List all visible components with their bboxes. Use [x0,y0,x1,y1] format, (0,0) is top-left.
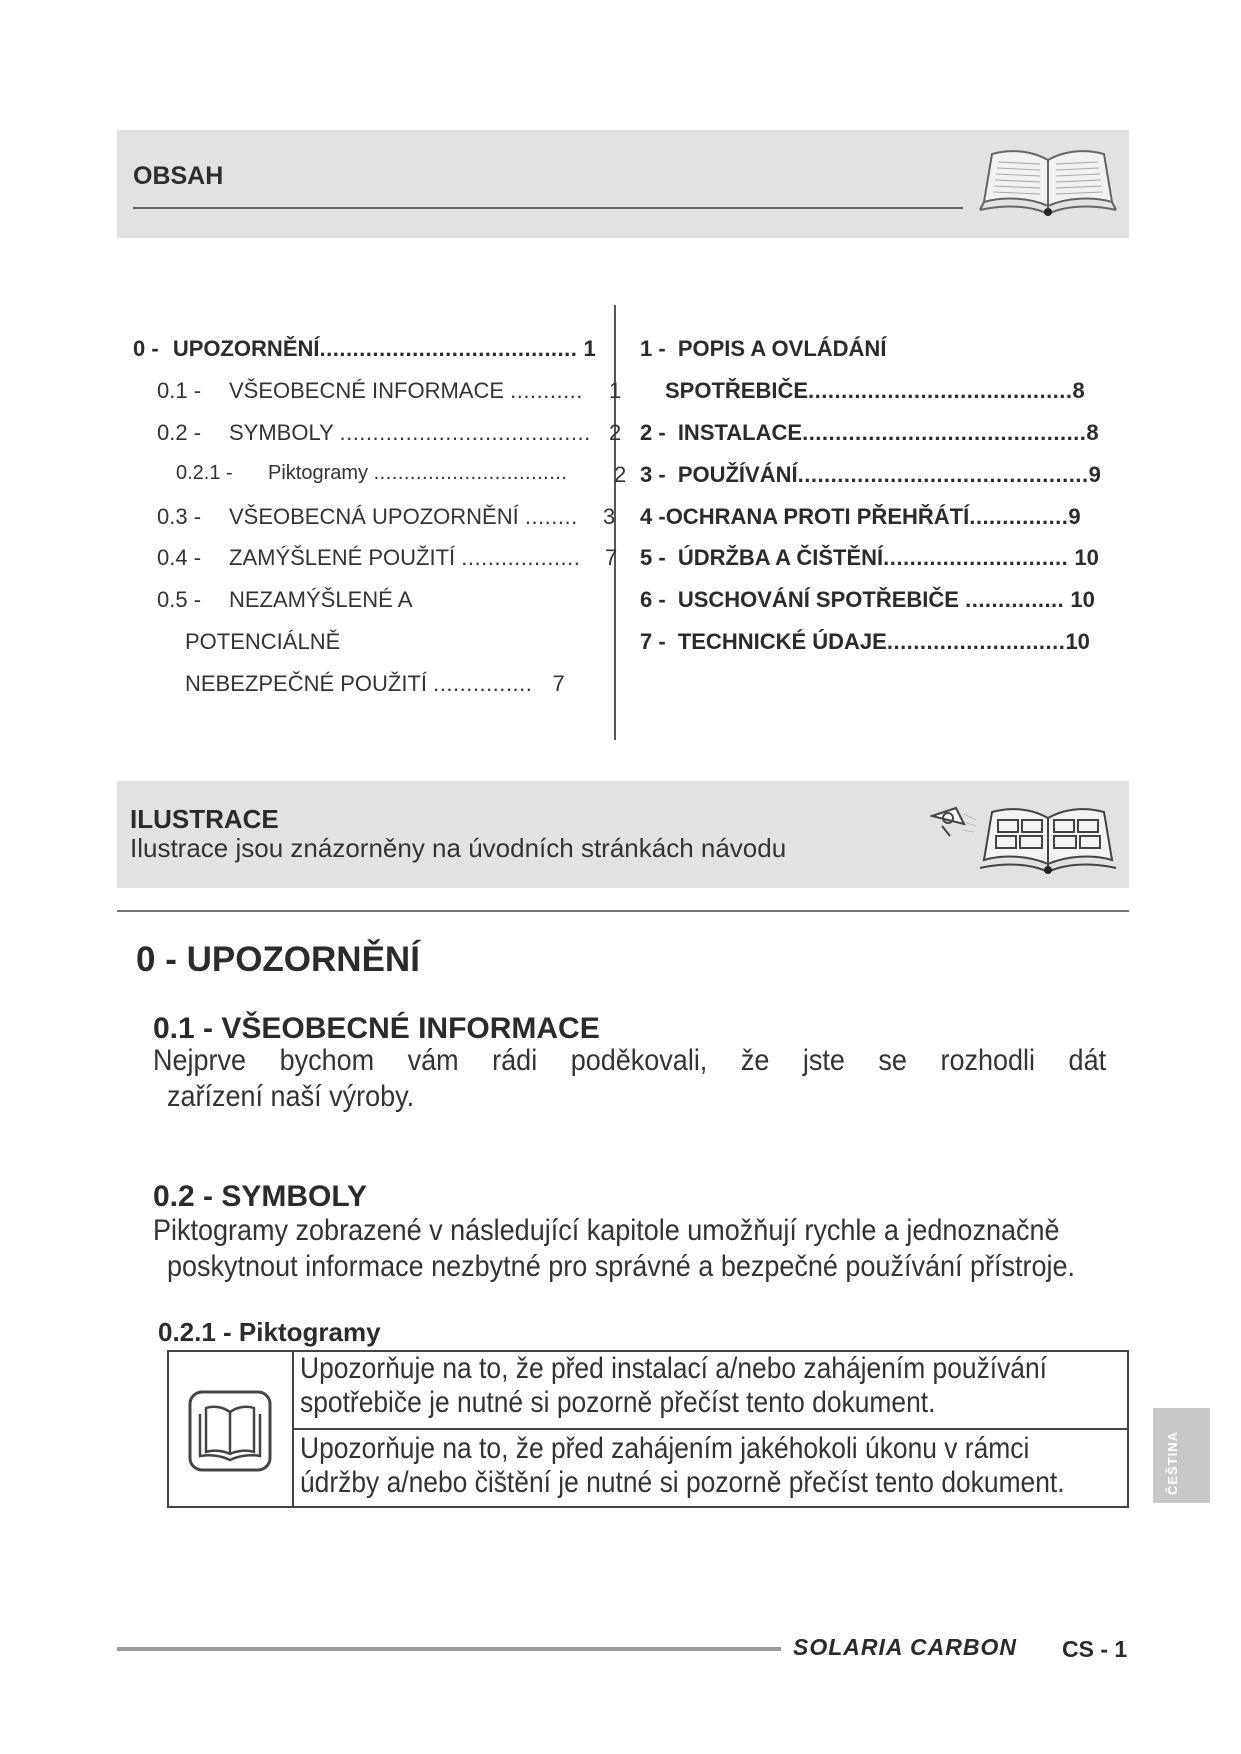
toc-page: 8 [1072,378,1085,403]
toc-label: VŠEOBECNÁ UPOZORNĚNÍ [229,504,519,529]
toc-label: SPOTŘEBIČE [665,378,809,403]
toc-number: 5 - [640,545,666,570]
toc-number: 0.2.1 - [176,462,233,484]
illustration-text: Ilustrace jsou znázorněny na úvodních stránkách návodu [130,833,787,863]
section-separator [117,910,1129,912]
pictogram-row2-line2: údržby a/nebo čištění je nutné si pozorně přečíst tento dokument. [300,1466,1065,1499]
language-side-tab-label: ČEŠTINA [1165,1430,1180,1495]
toc-item[interactable] [133,336,596,362]
toc-dots: ........ [524,504,578,529]
toc-page: 10 [1065,629,1090,654]
section-0-1-title: 0.1 - VŠEOBECNÉ INFORMACE [153,1012,600,1045]
contents-title: OBSAH [133,162,224,190]
toc-page: 9 [1068,504,1081,529]
toc-item[interactable] [640,336,886,362]
footer-page-number: CS - 1 [1062,1636,1128,1662]
toc-number: 0.3 - [157,504,202,529]
toc-number: 3 - [640,462,666,487]
pictogram-row1-line2: spotřebiče je nutné si pozorně přečíst tento dokument. [300,1386,936,1419]
toc-dots: ........... [510,378,583,403]
toc-number: 6 - [640,587,666,612]
toc-page: 10 [1074,545,1099,570]
toc-label: SYMBOLY [229,420,334,445]
toc-label: POPIS A OVLÁDÁNÍ [677,336,887,361]
section-0-1-text-line1: Nejprve bychom vám rádi poděkovali, že jste se rozhodli dát [153,1044,1107,1077]
section-0-2-text-line2: poskytnout informace nezbytné pro správné a bezpečné používání přístroje. [167,1250,1076,1283]
toc-dots: ............................ [883,545,1069,570]
pictogram-table-row-divider [292,1428,1129,1430]
pictogram-row2-line1: Upozorňuje na to, že před zahájením jakéhokoli úkonu v rámci [300,1432,1030,1465]
toc-item-continued[interactable] [185,671,565,697]
toc-page: 8 [1086,420,1099,445]
toc-dots: ....................................... [319,336,578,361]
toc-label: POUŽÍVÁNÍ [677,462,798,487]
toc-number: 0.4 - [157,545,202,570]
read-manual-icon [188,1390,272,1472]
toc-item[interactable] [640,504,1081,530]
toc-item[interactable] [640,420,1099,446]
toc-item[interactable] [640,462,1101,488]
toc-dots: ...................................... [339,420,591,445]
toc-dots: ............... [965,587,1065,612]
toc-page: 7 [605,545,618,570]
toc-dots: ........................... [886,629,1066,654]
toc-number: 0 - [133,336,159,361]
toc-label: NEBEZPEČNÉ POUŽITÍ [185,671,428,696]
toc-label: UPOZORNĚNÍ [172,336,320,361]
toc-label: Piktogramy [268,462,369,484]
toc-item-continued[interactable] [665,378,1085,404]
toc-item[interactable] [157,378,583,404]
toc-label: OCHRANA PROTI PŘEHŘÁTÍ [665,504,970,529]
toc-dots: ................................ [373,462,568,484]
toc-label: ZAMÝŠLENÉ POUŽITÍ [229,545,456,570]
footer-line [117,1647,781,1651]
toc-item[interactable] [640,629,1090,655]
toc-page: 10 [1070,587,1095,612]
toc-page: 7 [552,671,565,696]
toc-item[interactable] [640,545,1099,571]
section-0-title: 0 - UPOZORNĚNÍ [136,940,420,979]
toc-page: 2 [609,420,622,445]
language-side-tab [1153,1408,1210,1503]
toc-item[interactable] [157,504,578,530]
toc-page: 9 [1088,462,1101,487]
toc-item[interactable] [157,545,580,571]
toc-dots: ........................................ [808,378,1073,403]
toc-label: VŠEOBECNÉ INFORMACE [229,378,505,403]
illustration-title: ILUSTRACE [130,804,279,834]
toc-item[interactable] [157,420,591,446]
toc-item[interactable] [640,587,1095,613]
toc-item-continued: POTENCIÁLNĚ [185,629,341,654]
toc-number: 7 - [640,629,666,654]
toc-number: 0.2 - [157,420,202,445]
toc-label: ÚDRŽBA A ČIŠTĚNÍ [677,545,884,570]
section-0-2-title: 0.2 - SYMBOLY [153,1180,367,1213]
toc-label: TECHNICKÉ ÚDAJE [677,629,887,654]
pictogram-row1-line1: Upozorňuje na to, že před instalací a/nebo zahájením používání [300,1352,1048,1385]
toc-number: 0.5 - [157,587,202,612]
open-book-icon [976,142,1120,218]
illustrated-book-icon [930,800,1120,876]
section-0-2-text-line1: Piktogramy zobrazené v následující kapitole umožňují rychle a jednoznačně [153,1214,1060,1247]
toc-page: 2 [614,462,627,487]
section-0-1-text-line2: zařízení naší výroby. [167,1080,415,1113]
toc-page: 3 [603,504,616,529]
toc-page: 1 [583,336,596,361]
toc-dots: ............... [969,504,1069,529]
toc-label: USCHOVÁNÍ SPOTŘEBIČE [677,587,959,612]
toc-label: NEZAMÝŠLENÉ A [229,587,413,612]
toc-page: 1 [609,378,622,403]
toc-number: 4 - [640,504,666,529]
toc-dots: ........................................... [802,420,1087,445]
section-0-2-1-title: 0.2.1 - Piktogramy [158,1317,381,1347]
footer-brand: SOLARIA CARBON [793,1634,1017,1660]
contents-underline [133,207,963,209]
toc-dots: ............................................ [797,462,1089,487]
toc-number: 2 - [640,420,666,445]
toc-number: 0.1 - [157,378,202,403]
toc-item[interactable] [176,462,567,485]
toc-dots: .................. [461,545,581,570]
toc-dots: ............... [433,671,533,696]
toc-item[interactable] [157,587,412,613]
toc-label: INSTALACE [677,420,803,445]
toc-number: 1 - [640,336,666,361]
